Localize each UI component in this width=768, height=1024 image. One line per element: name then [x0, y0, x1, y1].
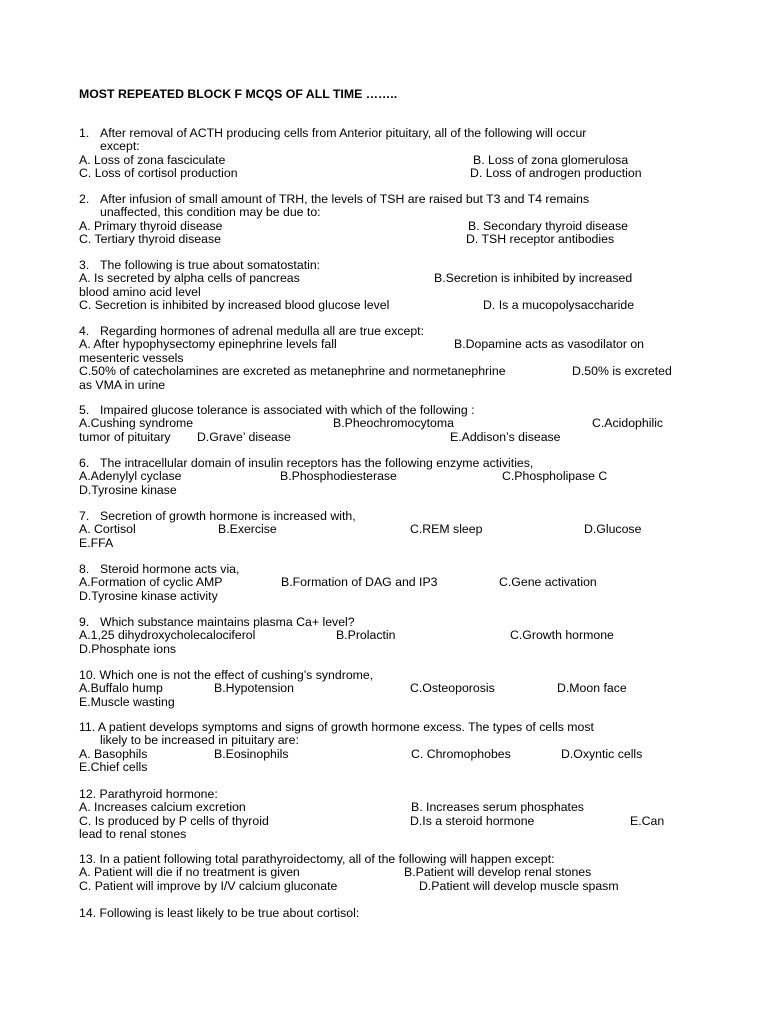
options-row [79, 682, 679, 695]
option-b: B.Phosphodiesterase [280, 469, 397, 484]
question-7 [79, 510, 679, 550]
option-c-cont: tumor of pituitary [79, 429, 171, 444]
options-row [79, 590, 679, 603]
question-stem [79, 510, 679, 523]
option-b: B.Pheochromocytoma [333, 416, 454, 431]
options-row [79, 523, 679, 536]
question-text: Impaired glucose tolerance is associated with which of the following : [100, 403, 475, 417]
options-row [79, 338, 679, 351]
question-3 [79, 259, 679, 313]
option-c: C.Osteoporosis [410, 681, 495, 696]
option-d: D.50% is excreted [572, 364, 672, 379]
option-a: A.Adenylyl cyclase [79, 469, 182, 484]
option-d: D.Tyrosine kinase activity [79, 588, 218, 603]
option-d: D.Is a steroid hormone [410, 813, 535, 828]
option-b: B.Hypotension [214, 681, 294, 696]
option-a: A.Formation of cyclic AMP [79, 575, 223, 590]
page-title: MOST REPEATED BLOCK F MCQS OF ALL TIME …….. [79, 87, 398, 101]
question-text-line: unaffected, this condition may be due to: [100, 205, 321, 220]
question-text: Regarding hormones of adrenal medulla all are true except: [100, 324, 425, 338]
question-stem [79, 669, 679, 682]
option-d: D.Moon face [557, 681, 627, 696]
question-11 [79, 721, 679, 775]
option-c: C.REM sleep [410, 522, 483, 537]
option-c: C. Loss of cortisol production [79, 166, 238, 181]
question-number: 6. [79, 456, 90, 470]
question-text: 14. Following is least likely to be true about cortisol: [79, 906, 360, 920]
option-d: D.Grave’ disease [197, 429, 291, 444]
option-a: A. Cortisol [79, 522, 136, 537]
question-stem [79, 404, 679, 417]
options-row [79, 761, 679, 774]
question-text: The intracellular domain of insulin receptors has the following enzyme activities, [100, 456, 534, 470]
option-d: D.Oxyntic cells [561, 746, 643, 761]
option-a: A. Patient will die if no treatment is given [79, 865, 300, 880]
option-a: A. Primary thyroid disease [79, 218, 223, 233]
options-row [79, 629, 679, 642]
question-stem [79, 616, 679, 629]
option-a: A.1,25 dihydroxycholecalociferol [79, 628, 256, 643]
question-12 [79, 788, 679, 842]
options-row [79, 643, 679, 656]
question-text-line: except: [100, 139, 140, 154]
options-row [79, 470, 679, 483]
option-d-cont: as VMA in urine [79, 377, 166, 392]
option-e: E.Addison’s disease [450, 429, 561, 444]
option-e: E.FFA [79, 535, 114, 550]
option-d: D. Loss of androgen production [470, 166, 642, 181]
question-number: 1. [79, 126, 90, 140]
options-row [79, 379, 679, 392]
option-b-cont: mesenteric vessels [79, 350, 184, 365]
option-e: E.Muscle wasting [79, 694, 175, 709]
question-stem [79, 193, 679, 206]
question-number: 4. [79, 324, 90, 338]
question-text: 13. In a patient following total parathyroidectomy, all of the following will happen except: [79, 852, 555, 866]
option-d: D.Phosphate ions [79, 641, 177, 656]
options-row [79, 484, 679, 497]
options-row [79, 365, 679, 378]
question-stem [79, 788, 679, 801]
question-text-cont [79, 734, 679, 747]
options-row [79, 272, 679, 285]
option-a: A. Basophils [79, 746, 148, 761]
question-text-cont [79, 140, 679, 153]
option-c: C. Tertiary thyroid disease [79, 232, 221, 247]
question-1 [79, 127, 679, 181]
options-row [79, 537, 679, 550]
options-row [79, 696, 679, 709]
question-number: 7. [79, 509, 90, 523]
question-8 [79, 563, 679, 603]
option-b: B. Increases serum phosphates [411, 800, 584, 815]
question-stem [79, 325, 679, 338]
option-b: B. Loss of zona glomerulosa [473, 152, 629, 167]
question-number: 9. [79, 615, 90, 629]
options-row [79, 866, 679, 879]
question-stem [79, 853, 679, 866]
option-b: B.Secretion is inhibited by increased [434, 271, 633, 286]
question-number: 3. [79, 258, 90, 272]
question-stem [79, 721, 679, 734]
option-e-cont: lead to renal stones [79, 827, 187, 842]
option-b: B.Patient will develop renal stones [404, 865, 592, 880]
question-text: Steroid hormone acts via, [100, 562, 240, 576]
option-d: D. Is a mucopolysaccharide [483, 298, 635, 313]
question-stem [79, 907, 679, 920]
option-c: C.Growth hormone [510, 628, 614, 643]
question-number: 2. [79, 192, 90, 206]
question-stem [79, 259, 679, 272]
question-text: After removal of ACTH producing cells from Anterior pituitary, all of the following will occur [100, 126, 587, 140]
options-row [79, 801, 679, 814]
question-text: The following is true about somatostatin: [100, 258, 321, 272]
options-row [79, 299, 679, 312]
question-stem [79, 127, 679, 140]
option-d: D.Patient will develop muscle spasm [419, 878, 619, 893]
options-row [79, 748, 679, 761]
option-b-cont: blood amino acid level [79, 284, 201, 299]
question-text: 11. A patient develops symptoms and signs of growth hormone excess. The types of cells most [79, 720, 594, 734]
question-2 [79, 193, 679, 247]
options-row [79, 417, 679, 430]
question-number: 8. [79, 562, 90, 576]
question-stem [79, 457, 679, 470]
question-10 [79, 669, 679, 709]
question-text: 12. Parathyroid hormone: [79, 787, 218, 801]
option-c: C.50% of catecholamines are excreted as metanephrine and normetanephrine [79, 364, 506, 379]
options-row [79, 233, 679, 246]
question-text: Secretion of growth hormone is increased with, [100, 509, 356, 523]
option-b: B.Dopamine acts as vasodilator on [454, 337, 645, 352]
question-6 [79, 457, 679, 497]
option-a: A. Increases calcium excretion [79, 800, 246, 815]
question-14 [79, 907, 679, 920]
option-c: C.Acidophilic [592, 416, 664, 431]
question-9 [79, 616, 679, 656]
option-e: E.Chief cells [79, 760, 148, 775]
options-row [79, 352, 679, 365]
option-a: A.Cushing syndrome [79, 416, 194, 431]
option-c: C. Is produced by P cells of thyroid [79, 813, 269, 828]
option-c: C. Patient will improve by I/V calcium gluconate [79, 878, 338, 893]
option-c: C. Chromophobes [411, 746, 511, 761]
option-c: C. Secretion is inhibited by increased blood glucose level [79, 298, 390, 313]
option-c: C.Phospholipase C [502, 469, 608, 484]
options-row [79, 167, 679, 180]
options-row [79, 431, 679, 444]
option-d: D. TSH receptor antibodies [466, 232, 615, 247]
options-row [79, 880, 679, 893]
options-row [79, 576, 679, 589]
option-d: D.Glucose [584, 522, 642, 537]
options-row [79, 815, 679, 828]
option-b: B. Secondary thyroid disease [468, 218, 628, 233]
option-a: A. Is secreted by alpha cells of pancreas [79, 271, 300, 286]
question-stem [79, 563, 679, 576]
option-b: B.Formation of DAG and IP3 [281, 575, 438, 590]
question-text: 10. Which one is not the effect of cushing’s syndrome, [79, 668, 374, 682]
option-d: D.Tyrosine kinase [79, 482, 177, 497]
question-5 [79, 404, 679, 444]
option-b: B.Exercise [218, 522, 277, 537]
option-c: C.Gene activation [499, 575, 597, 590]
question-text: Which substance maintains plasma Ca+ level? [100, 615, 355, 629]
question-text-line: likely to be increased in pituitary are: [100, 733, 299, 748]
question-number: 5. [79, 403, 90, 417]
option-b: B.Prolactin [336, 628, 396, 643]
question-4 [79, 325, 679, 392]
question-text-cont [79, 206, 679, 219]
option-b: B.Eosinophils [214, 746, 289, 761]
question-text: After infusion of small amount of TRH, the levels of TSH are raised but T3 and T4 remains [100, 192, 590, 206]
options-row [79, 828, 679, 841]
option-a: A.Buffalo hump [79, 681, 163, 696]
option-e: E.Can [630, 813, 665, 828]
option-a: A. After hypophysectomy epinephrine levels fall [79, 337, 337, 352]
options-row [79, 154, 679, 167]
option-a: A. Loss of zona fasciculate [79, 152, 226, 167]
question-13 [79, 853, 679, 893]
options-row [79, 220, 679, 233]
options-row [79, 286, 679, 299]
